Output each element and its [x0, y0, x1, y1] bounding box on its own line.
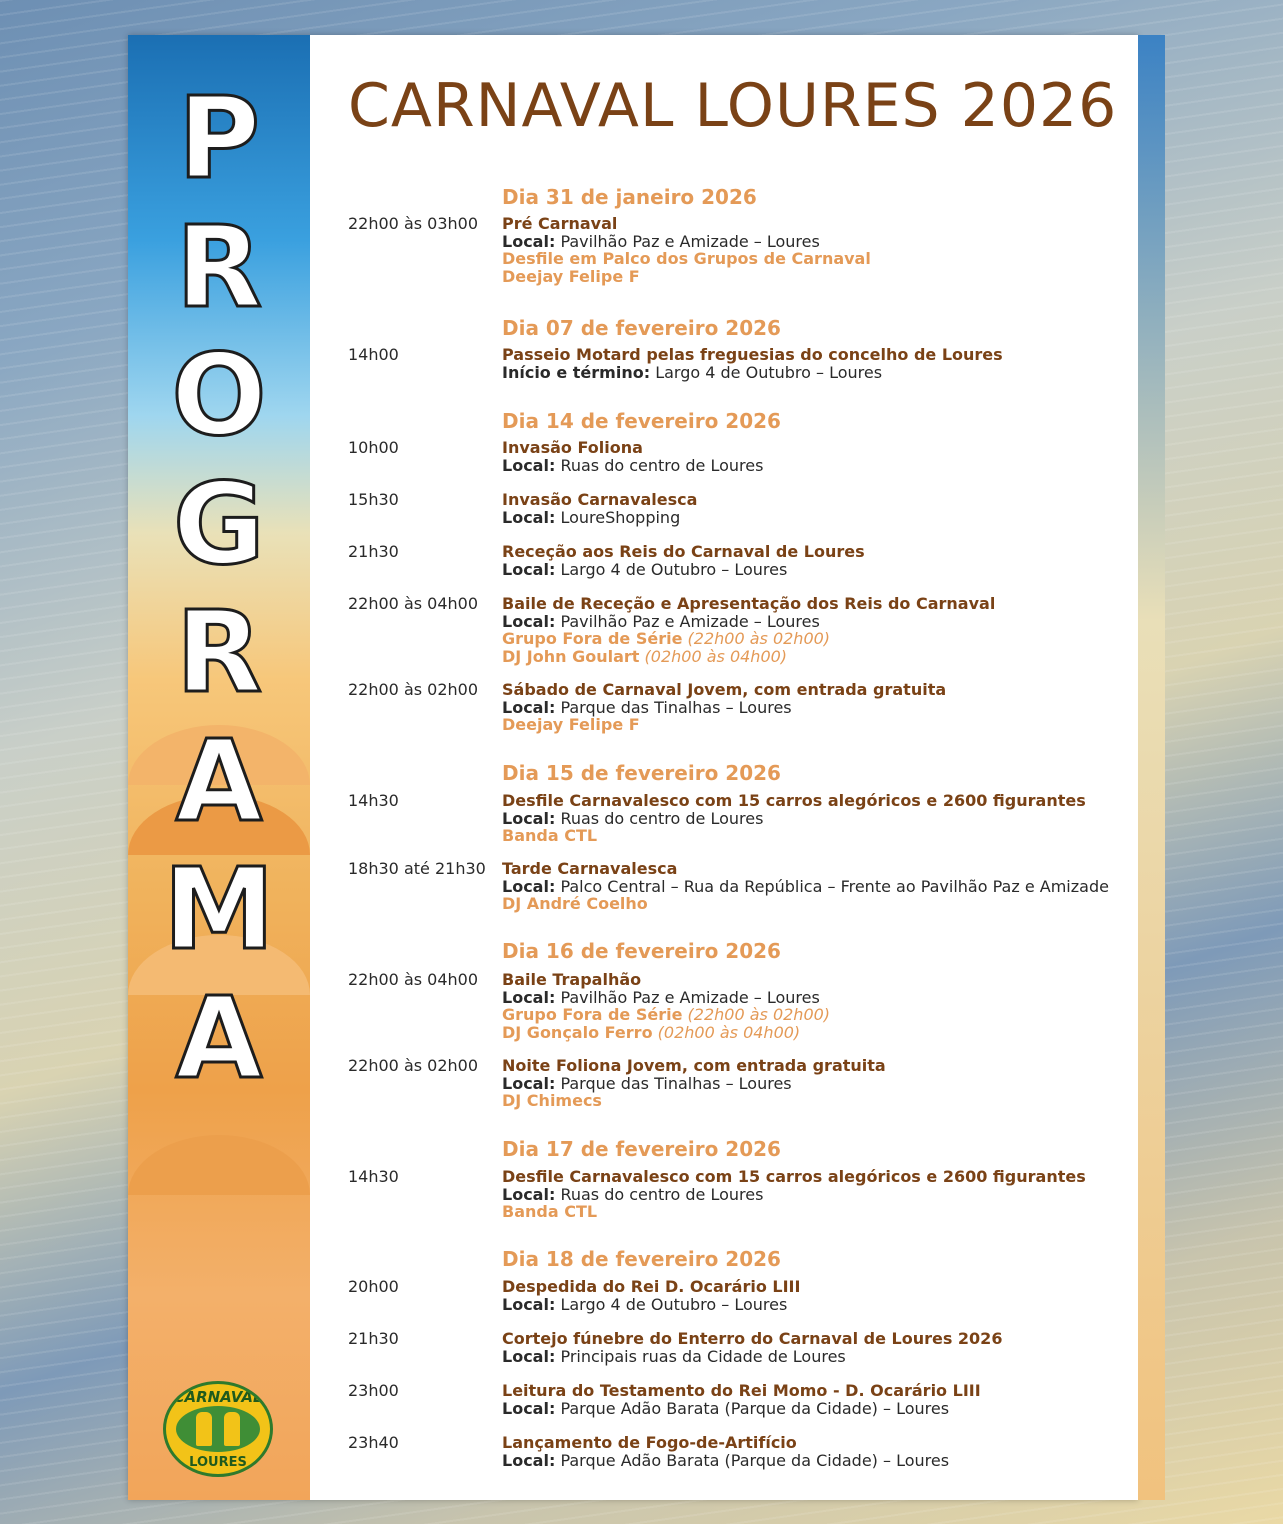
day-heading: Dia 14 de fevereiro 2026 [502, 409, 781, 433]
event-location-label: Local: [502, 1294, 556, 1314]
event-location-value: Parque Adão Barata (Parque da Cidade) – Loures [555, 1450, 950, 1470]
event-location-value: Largo 4 de Outubro – Loures [650, 362, 883, 382]
event-performer [502, 715, 640, 734]
event-title: Desfile Carnavalesco com 15 carros alegóricos e 2600 figurantes [502, 791, 1086, 810]
event-title: Lançamento de Fogo-de-Artifício [502, 1433, 797, 1452]
event-location-label: Início e término: [502, 362, 651, 382]
event-title: Tarde Carnavalesca [502, 859, 678, 878]
event-title: Baile Trapalhão [502, 970, 642, 989]
logo-emblem [176, 1406, 260, 1452]
event-location-label: Local: [502, 876, 556, 896]
event-performer [502, 1005, 830, 1024]
event-title: Sábado de Carnaval Jovem, com entrada gratuita [502, 680, 947, 699]
event-performer-name: Desfile em Palco dos Grupos de Carnaval [502, 249, 871, 268]
event-time: 20h00 [348, 1277, 399, 1296]
programa-letter: R [175, 202, 263, 333]
event-location-label: Local: [502, 987, 556, 1007]
event-performer [502, 894, 648, 913]
event-location [502, 363, 882, 382]
event-location-label: Local: [502, 611, 556, 631]
event-title: Despedida do Rei D. Ocarário LIII [502, 1277, 801, 1296]
event-location [502, 232, 820, 251]
event-performer [502, 249, 871, 268]
event-location [502, 1295, 787, 1314]
event-title: Baile de Receção e Apresentação dos Reis do Carnaval [502, 594, 996, 613]
logo-figure-icon [196, 1412, 212, 1446]
event-performer [502, 629, 830, 648]
event-title: Receção aos Reis do Carnaval de Loures [502, 542, 865, 561]
event-time: 22h00 às 04h00 [348, 594, 479, 613]
right-edge-band [1138, 35, 1165, 1500]
day-heading: Dia 31 de janeiro 2026 [502, 185, 757, 209]
page-title: CARNAVAL LOURES 2026 [348, 71, 1118, 141]
event-location [502, 1451, 949, 1470]
event-location-value: Largo 4 de Outubro – Loures [555, 1294, 788, 1314]
event-location [502, 809, 763, 828]
event-performer [502, 1091, 602, 1110]
dune-decoration [128, 1135, 310, 1195]
event-location [502, 988, 820, 1007]
event-location [502, 1185, 763, 1204]
event-time: 21h30 [348, 542, 399, 561]
event-location-label: Local: [502, 1398, 556, 1418]
event-location-label: Local: [502, 1184, 556, 1204]
day-heading: Dia 18 de fevereiro 2026 [502, 1247, 781, 1271]
event-performer-name: Deejay Felipe F [502, 266, 640, 286]
event-title: Invasão Carnavalesca [502, 490, 698, 509]
event-location-value: Parque das Tinalhas – Loures [555, 1073, 792, 1093]
event-location-value: Ruas do centro de Loures [555, 808, 764, 828]
event-performer [502, 1023, 800, 1042]
event-location-label: Local: [502, 231, 556, 251]
event-performer-name: DJ André Coelho [502, 894, 648, 913]
event-performer-name: DJ Gonçalo Ferro [502, 1022, 653, 1042]
event-performer-time: (02h00 às 04h00) [639, 646, 788, 666]
event-time: 22h00 às 04h00 [348, 970, 479, 989]
event-performer-time: (22h00 às 02h00) [682, 629, 831, 648]
day-heading: Dia 17 de fevereiro 2026 [502, 1137, 781, 1161]
event-title: Invasão Foliona [502, 438, 643, 457]
event-location [502, 1074, 792, 1093]
programa-letter: A [175, 716, 263, 847]
event-location-label: Local: [502, 455, 556, 475]
event-location-value: LoureShopping [555, 507, 681, 527]
programa-letter: R [175, 588, 263, 718]
event-location [502, 1399, 949, 1418]
event-location-value: Parque Adão Barata (Parque da Cidade) – Loures [555, 1398, 950, 1418]
event-location-label: Local: [502, 559, 556, 579]
programa-letter: G [173, 459, 265, 590]
event-location-value: Principais ruas da Cidade de Loures [555, 1346, 846, 1366]
programa-vertical-word [128, 75, 310, 1103]
event-performer-time: (02h00 às 04h00) [652, 1022, 801, 1042]
event-location-value: Palco Central – Rua da República – Frente ao Pavilhão Paz e Amizade [555, 876, 1109, 896]
event-title: Leitura do Testamento do Rei Momo - D. Ocarário LIII [502, 1381, 981, 1400]
event-time: 22h00 às 03h00 [348, 214, 479, 233]
event-title: Desfile Carnavalesco com 15 carros alegóricos e 2600 figurantes [502, 1167, 1086, 1186]
event-location-value: Pavilhão Paz e Amizade – Loures [555, 987, 820, 1007]
event-performer-name: DJ John Goulart [502, 646, 640, 666]
event-location [502, 456, 763, 475]
side-band [128, 35, 310, 1500]
programa-letter: P [177, 74, 261, 204]
event-time: 15h30 [348, 490, 399, 509]
day-heading: Dia 16 de fevereiro 2026 [502, 939, 781, 963]
event-performer-name: Grupo Fora de Série [502, 629, 683, 648]
programa-letter: M [163, 845, 275, 975]
event-location-label: Local: [502, 1450, 556, 1470]
event-location-value: Ruas do centro de Loures [555, 1184, 764, 1204]
event-performer-name: Banda CTL [502, 826, 598, 845]
event-time: 23h00 [348, 1381, 399, 1400]
event-title: Cortejo fúnebre do Enterro do Carnaval de Loures 2026 [502, 1329, 1003, 1348]
event-location-label: Local: [502, 1073, 556, 1093]
event-title: Noite Foliona Jovem, com entrada gratuita [502, 1056, 886, 1075]
event-location-label: Local: [502, 1346, 556, 1366]
event-time: 10h00 [348, 438, 399, 457]
event-time: 21h30 [348, 1329, 399, 1348]
day-heading: Dia 07 de fevereiro 2026 [502, 316, 781, 340]
event-location-value: Largo 4 de Outubro – Loures [555, 559, 788, 579]
event-location [502, 877, 1109, 896]
event-location [502, 698, 792, 717]
event-location [502, 1347, 846, 1366]
logo-text-top: CARNAVAL [173, 1388, 263, 1406]
event-location-label: Local: [502, 697, 556, 717]
logo-text-bottom: LOURES [189, 1455, 247, 1470]
event-location-label: Local: [502, 507, 556, 527]
event-location-value: Parque das Tinalhas – Loures [555, 697, 792, 717]
event-performer [502, 647, 787, 666]
event-time: 14h30 [348, 1167, 399, 1186]
event-time: 18h30 até 21h30 [348, 859, 486, 878]
programa-letter: A [175, 973, 263, 1104]
event-time: 22h00 às 02h00 [348, 1056, 479, 1075]
event-time: 14h30 [348, 791, 399, 810]
event-time: 14h00 [348, 345, 399, 364]
event-location-value: Pavilhão Paz e Amizade – Loures [555, 231, 820, 251]
event-performer [502, 267, 640, 286]
event-time: 22h00 às 02h00 [348, 680, 479, 699]
event-location-value: Pavilhão Paz e Amizade – Loures [555, 611, 820, 631]
event-performer-time: (22h00 às 02h00) [682, 1005, 831, 1024]
program-poster [128, 35, 1138, 1500]
event-performer-name: Banda CTL [502, 1202, 598, 1221]
programa-letter: O [171, 331, 267, 461]
day-heading: Dia 15 de fevereiro 2026 [502, 761, 781, 785]
event-location [502, 612, 820, 631]
carnaval-loures-logo [163, 1381, 273, 1477]
event-location-label: Local: [502, 808, 556, 828]
event-location-value: Ruas do centro de Loures [555, 455, 764, 475]
event-title: Pré Carnaval [502, 214, 618, 233]
event-performer [502, 1202, 597, 1221]
logo-figure-icon [224, 1412, 240, 1446]
event-location [502, 560, 787, 579]
event-performer-name: Grupo Fora de Série [502, 1005, 683, 1024]
event-performer-name: DJ Chimecs [502, 1091, 602, 1110]
event-performer [502, 826, 597, 845]
event-title: Passeio Motard pelas freguesias do concelho de Loures [502, 345, 1003, 364]
event-location [502, 508, 680, 527]
event-performer-name: Deejay Felipe F [502, 715, 640, 734]
event-time: 23h40 [348, 1433, 399, 1452]
